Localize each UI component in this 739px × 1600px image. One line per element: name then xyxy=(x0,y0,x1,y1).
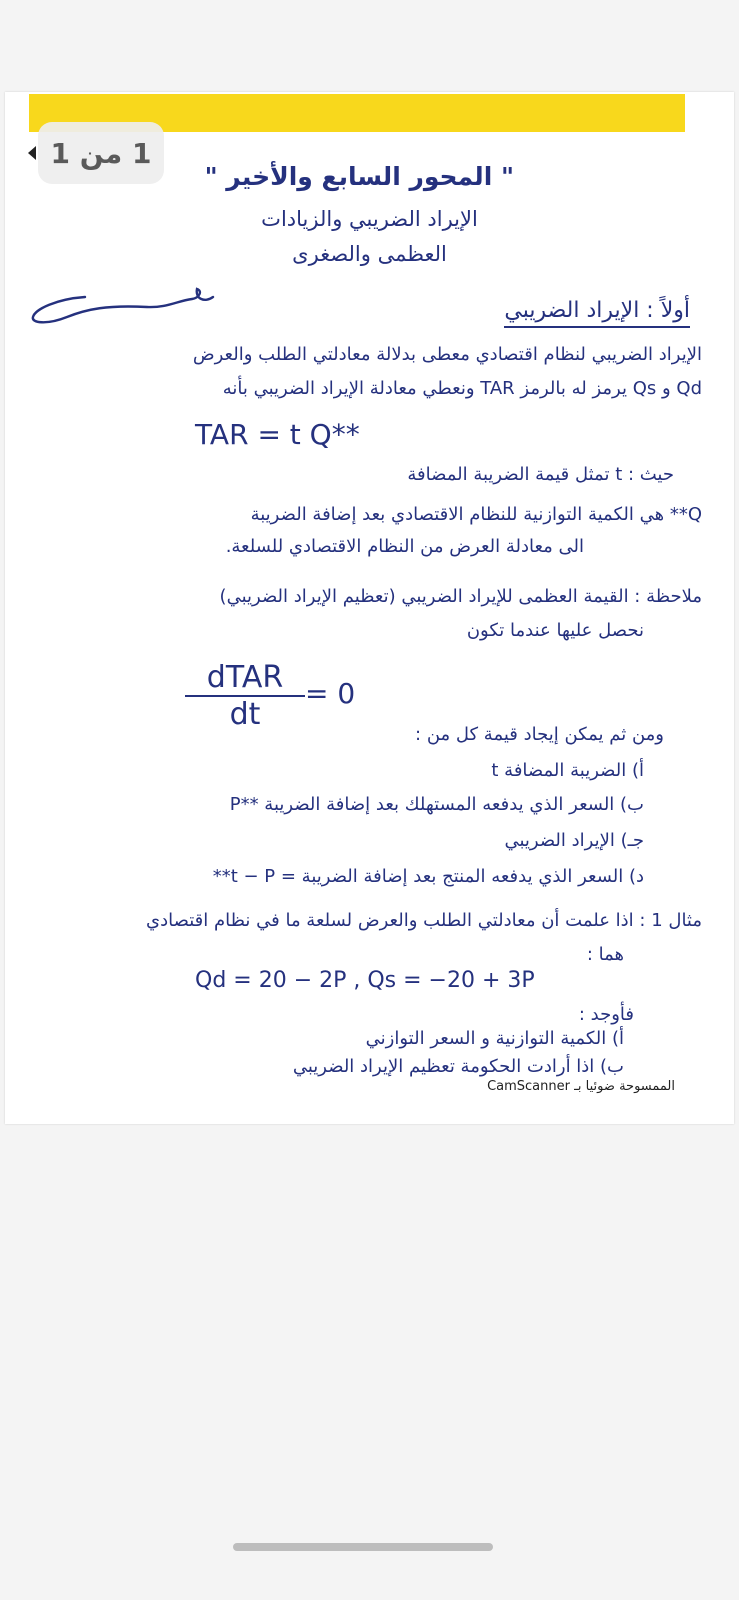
section-heading-text: أولاً : الإيراد الضريبي xyxy=(504,298,690,328)
example-item-b: ب) اذا أرادت الحكومة تعظيم الإيراد الضريبي xyxy=(292,1056,624,1077)
derivative-numerator: dTAR xyxy=(185,660,305,697)
derivative-equals-zero: = 0 xyxy=(305,677,356,710)
item-c: جـ) الإيراد الضريبي xyxy=(504,830,644,851)
find-values-line: ومن ثم يمكن إيجاد قيمة كل من : xyxy=(415,724,664,745)
find-label: فأوجد : xyxy=(578,1004,634,1025)
item-b: ب) السعر الذي يدفعه المستهلك بعد إضافة الضريبة **P xyxy=(229,794,644,815)
page-counter-badge xyxy=(38,122,164,184)
paragraph-1-line-1: الإيراد الضريبي لنظام اقتصادي معطى بدلالة معادلتي الطلب والعرض xyxy=(192,344,702,365)
prev-page-arrow-icon[interactable] xyxy=(28,146,36,160)
subtitle-line-2: العظمى والصغرى xyxy=(292,242,447,266)
subtitle-line-1: الإيراد الضريبي والزيادات xyxy=(261,207,478,231)
camscanner-footer: الممسوحة ضوئيا بـ CamScanner xyxy=(487,1079,675,1094)
paragraph-1-line-2: Qd و Qs يرمز له بالرمز TAR ونعطي معادلة الإيراد الضريبي بأنه xyxy=(222,378,702,399)
example-item-a: أ) الكمية التوازنية و السعر التوازني xyxy=(365,1028,624,1049)
item-d: د) السعر الذي يدفعه المنتج بعد إضافة الضريبة = t − P** xyxy=(212,866,644,887)
item-a: أ) الضريبة المضافة t xyxy=(491,760,644,781)
section-heading xyxy=(504,298,690,323)
derivative-fraction xyxy=(185,660,305,732)
example-line-2: هما : xyxy=(586,944,624,965)
example-line-1: مثال 1 : اذا علمت أن معادلتي الطلب والعرض لسلعة ما في نظام اقتصادي xyxy=(146,910,702,931)
note-line-1: ملاحظة : القيمة العظمى للإيراد الضريبي (تعظيم الإيراد الضريبي) xyxy=(219,586,702,607)
home-indicator-bar[interactable] xyxy=(233,1543,493,1551)
scanned-page xyxy=(5,92,734,1124)
page-counter-text: 1 من 1 xyxy=(50,136,152,170)
page-title: " المحور السابع والأخير " xyxy=(204,162,514,191)
where-line: حيث : t تمثل قيمة الضريبة المضافة xyxy=(407,464,674,485)
q-definition-line-2: الى معادلة العرض من النظام الاقتصادي للسلعة. xyxy=(225,536,584,557)
q-definition-line-1: Q** هي الكمية التوازنية للنظام الاقتصادي بعد إضافة الضريبة xyxy=(250,504,702,525)
note-line-2: نحصل عليها عندما تكون xyxy=(466,620,644,641)
example-equations: Qd = 20 − 2P , Qs = −20 + 3P xyxy=(195,968,535,993)
derivative-denominator: dt xyxy=(229,697,261,732)
signature-image xyxy=(27,287,217,337)
tar-formula: TAR = t Q** xyxy=(195,418,360,451)
